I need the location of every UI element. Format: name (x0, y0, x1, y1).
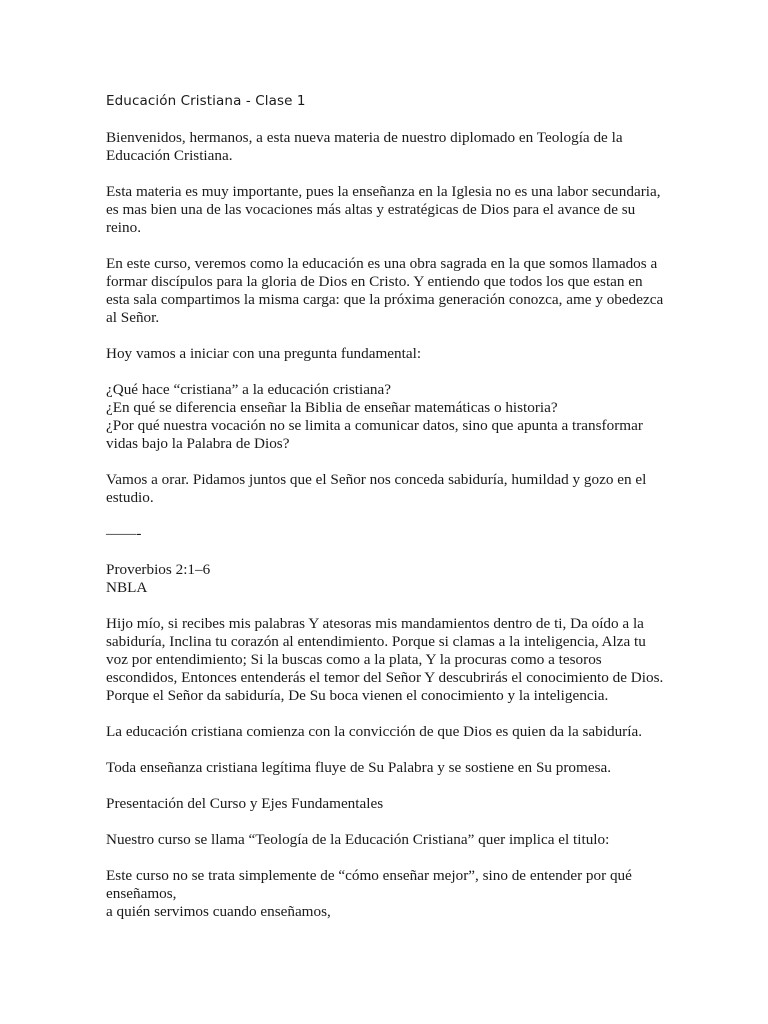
scripture-line: voz por entendimiento; Si la buscas como a la plata, Y la procuras como a tesoros (106, 651, 602, 668)
text-line: Esta materia es muy importante, pues la enseñanza en la Iglesia no es una labor secundaria, (106, 183, 661, 200)
text-line: Este curso no se trata simplemente de “cómo enseñar mejor”, sino de entender por qué (106, 867, 632, 884)
paragraphs-before (106, 129, 686, 507)
body-paragraph (106, 867, 686, 921)
text-line: esta sala compartimos la misma carga: que la próxima generación conozca, ame y obedezca (106, 291, 664, 308)
paragraphs-after (106, 723, 686, 921)
document-title: Educación Cristiana - Clase 1 (106, 93, 306, 109)
scripture-line: escondidos, Entonces entenderás el temor del Señor Y descubrirás el conocimiento de Dios. (106, 669, 664, 686)
section-divider: ——- (106, 525, 142, 542)
document-page (106, 92, 686, 939)
text-line: Hoy vamos a iniciar con una pregunta fundamental: (106, 345, 422, 362)
scripture-line: Hijo mío, si recibes mis palabras Y atesoras mis mandamientos dentro de ti, Da oído a la (106, 615, 644, 632)
text-line: Nuestro curso se llama “Teología de la Educación Cristiana” quer implica el titulo: (106, 831, 610, 848)
text-line: Presentación del Curso y Ejes Fundamentales (106, 795, 384, 812)
text-line: vidas bajo la Palabra de Dios? (106, 435, 290, 452)
text-line: Bienvenidos, hermanos, a esta nueva materia de nuestro diplomado en Teología de la (106, 129, 623, 146)
body-paragraph (106, 831, 686, 849)
body-paragraph (106, 381, 686, 453)
scripture-heading (106, 561, 686, 597)
text-line: al Señor. (106, 309, 160, 326)
body-paragraph (106, 255, 686, 327)
body-paragraph (106, 345, 686, 363)
scripture-text (106, 615, 686, 705)
text-line: La educación cristiana comienza con la convicción de que Dios es quien da la sabiduría. (106, 723, 642, 740)
body-paragraph (106, 795, 686, 813)
text-line: es mas bien una de las vocaciones más altas y estratégicas de Dios para el avance de su (106, 201, 636, 218)
text-line: estudio. (106, 489, 154, 506)
text-line: En este curso, veremos como la educación es una obra sagrada en la que somos llamados a (106, 255, 658, 272)
text-line: Vamos a orar. Pidamos juntos que el Señor nos conceda sabiduría, humildad y gozo en el (106, 471, 647, 488)
text-line: ¿En qué se diferencia enseñar la Biblia de enseñar matemáticas o historia? (106, 399, 558, 416)
text-line: ¿Por qué nuestra vocación no se limita a comunicar datos, sino que apunta a transformar (106, 417, 643, 434)
text-line: ¿Qué hace “cristiana” a la educación cristiana? (106, 381, 392, 398)
scripture-version: NBLA (106, 579, 148, 596)
text-line: enseñamos, (106, 885, 177, 902)
scripture-line: Porque el Señor da sabiduría, De Su boca vienen el conocimiento y la inteligencia. (106, 687, 609, 704)
body-paragraph (106, 723, 686, 741)
body-paragraph (106, 129, 686, 165)
scripture-line: sabiduría, Inclina tu corazón al entendimiento. Porque si clamas a la inteligencia, Alza tu (106, 633, 646, 650)
body-paragraph (106, 759, 686, 777)
body-paragraph (106, 183, 686, 237)
text-line: reino. (106, 219, 142, 236)
text-line: a quién servimos cuando enseñamos, (106, 903, 331, 920)
body-paragraph (106, 471, 686, 507)
text-line: Toda enseñanza cristiana legítima fluye de Su Palabra y se sostiene en Su promesa. (106, 759, 612, 776)
text-line: Educación Cristiana. (106, 147, 233, 164)
text-line: formar discípulos para la gloria de Dios en Cristo. Y entiendo que todos los que estan en (106, 273, 643, 290)
scripture-reference: Proverbios 2:1–6 (106, 561, 211, 578)
